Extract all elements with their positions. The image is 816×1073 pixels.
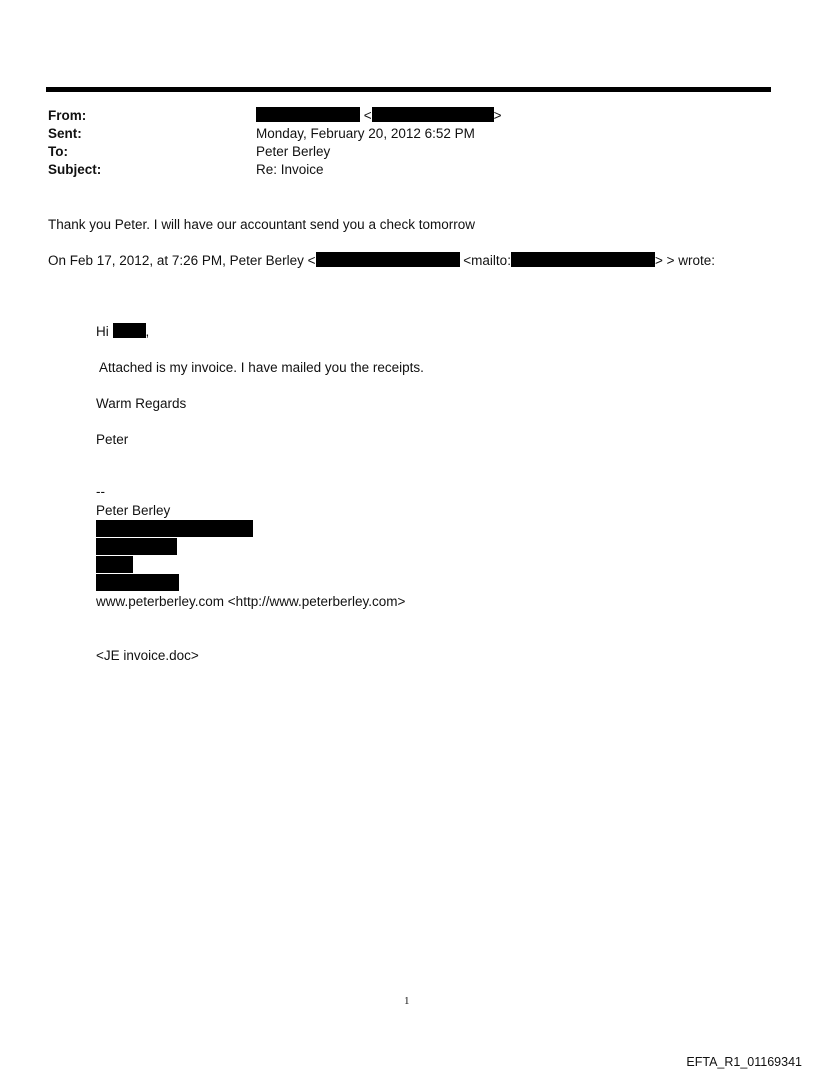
quoted-greeting xyxy=(96,323,149,341)
redaction-block xyxy=(96,538,177,555)
quote-intro-end: > > wrote: xyxy=(654,253,715,268)
header-rule xyxy=(46,87,771,92)
from-value xyxy=(256,107,502,125)
sent-label: Sent: xyxy=(48,126,82,141)
document-id: EFTA_R1_01169341 xyxy=(686,1055,802,1069)
from-label: From: xyxy=(48,108,87,123)
page-number: 1 xyxy=(404,995,410,1007)
from-gt: > xyxy=(493,108,502,123)
to-label: To: xyxy=(48,144,68,159)
redaction-block xyxy=(372,107,494,122)
quote-intro xyxy=(48,252,715,270)
signature-separator: -- xyxy=(96,484,105,499)
subject-value: Re: Invoice xyxy=(256,162,324,177)
signature-name: Peter Berley xyxy=(96,503,171,518)
signature-website: www.peterberley.com <http://www.peterberley.com> xyxy=(96,594,406,609)
greeting-hi: Hi xyxy=(96,324,109,339)
redaction-block xyxy=(96,556,133,573)
redaction-block xyxy=(96,520,253,537)
to-value: Peter Berley xyxy=(256,144,331,159)
attachment-name: <JE invoice.doc> xyxy=(96,648,199,663)
greeting-comma: , xyxy=(145,324,150,339)
reply-text: Thank you Peter. I will have our accountant send you a check tomorrow xyxy=(48,217,475,232)
redaction-block xyxy=(113,323,146,338)
quote-intro-start: On Feb 17, 2012, at 7:26 PM, Peter Berley < xyxy=(48,253,316,268)
redaction-block xyxy=(96,574,179,591)
subject-label: Subject: xyxy=(48,162,102,177)
redaction-block xyxy=(256,107,360,122)
redaction-block xyxy=(511,252,655,267)
from-lt: < xyxy=(363,108,372,123)
sent-value: Monday, February 20, 2012 6:52 PM xyxy=(256,126,475,141)
quote-mailto: <mailto: xyxy=(463,253,511,268)
quoted-line: Attached is my invoice. I have mailed you the receipts. xyxy=(99,360,424,375)
quoted-closing: Warm Regards xyxy=(96,396,187,411)
redaction-block xyxy=(316,252,460,267)
quoted-signoff: Peter xyxy=(96,432,129,447)
